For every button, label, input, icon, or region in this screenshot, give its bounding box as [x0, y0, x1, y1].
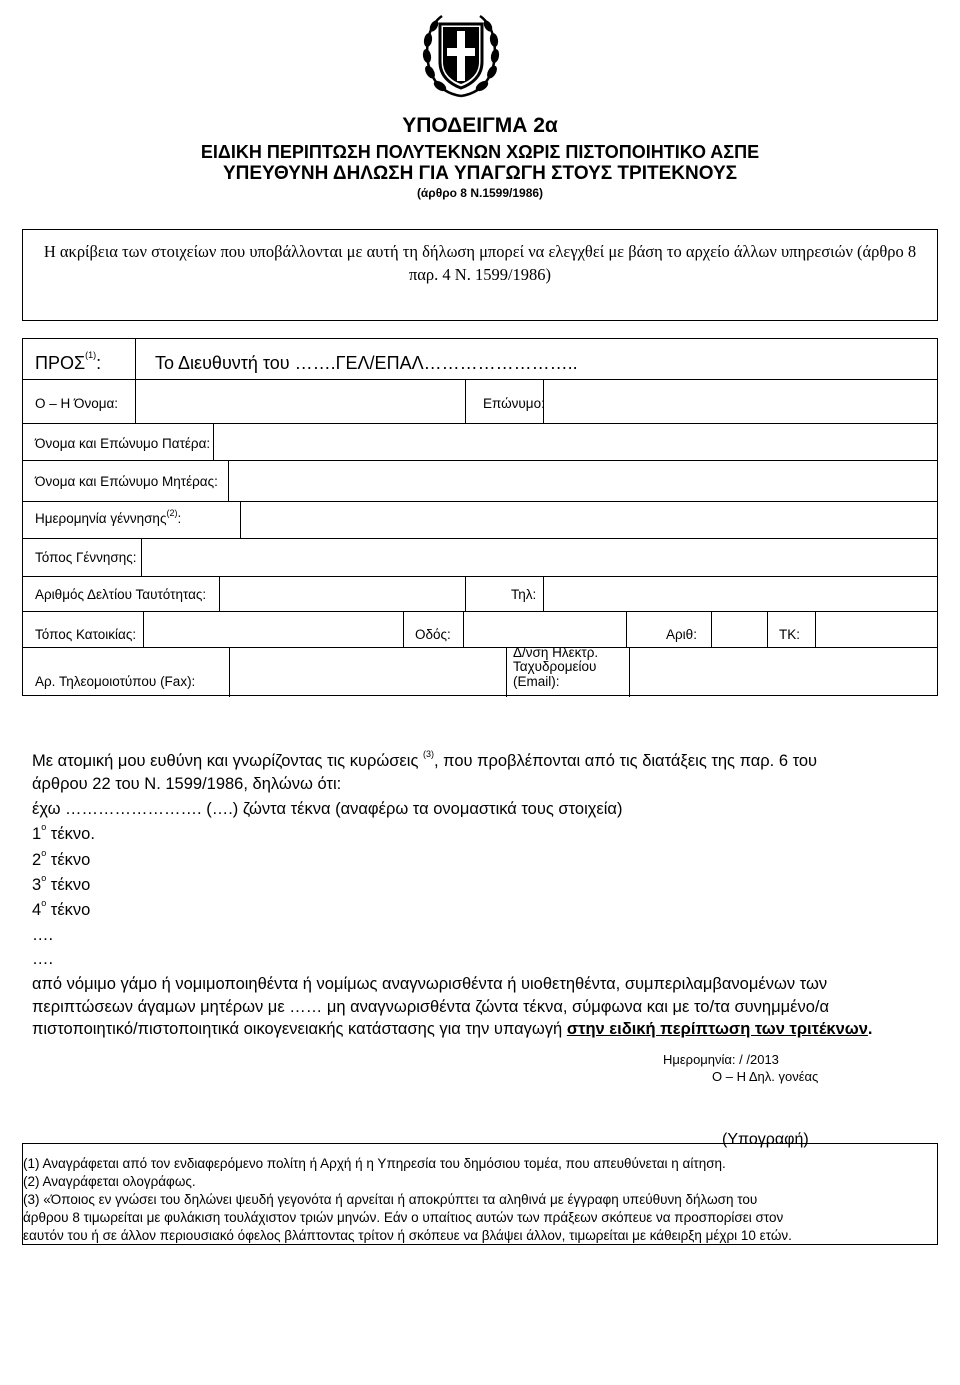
form-row-divider	[23, 611, 937, 612]
document-title: ΥΠΟΔΕΙΓΜΑ 2α	[402, 114, 558, 137]
law-reference: (άρθρο 8 Ν.1599/1986)	[416, 186, 544, 200]
signature-date: Ημερομηνία: / /2013	[663, 1052, 779, 1067]
footnote-3-line-2: άρθρου 8 τιμωρείται με φυλάκιση τουλάχιστον τριών μηνών. Εάν ο υπαίτιος αυτών των πράξεων σκόπευε να προσπορίσει στον	[23, 1210, 784, 1225]
form-col-divider	[135, 379, 136, 423]
signature-label: (Υπογραφή)	[722, 1131, 809, 1148]
form-col-divider	[141, 538, 142, 576]
footnotes-box	[22, 1143, 938, 1245]
declaration-form	[22, 338, 938, 696]
form-col-divider	[626, 611, 627, 647]
footnote-3-line-3: εαυτόν του ή σε άλλον περιουσιακό όφελος βλάπτοντας τρίτον ή σκόπευε να βλάψει άλλον, τιμωρείται με κάθειρξη μέχρι 10 ετών.	[23, 1228, 792, 1243]
special-case-emphasis: στην ειδική περίπτωση των τριτέκνων	[566, 1020, 868, 1038]
declaration-title: ΥΠΕΥΘΥΝΗ ΔΗΛΩΣΗ ΓΙΑ ΥΠΑΓΩΓΗ ΣΤΟΥΣ ΤΡΙΤΕΚΝΟΥΣ	[222, 163, 738, 184]
email-label-line2: Ταχυδρομείου	[513, 659, 597, 674]
document-subtitle: ΕΙΔΙΚΗ ΠΕΡΙΠΤΩΣΗ ΠΟΛΥΤΕΚΝΩΝ ΧΩΡΙΣ ΠΙΣΤΟΠΟΙΗΤΙΚΟ ΑΣΠΕ	[200, 142, 760, 162]
form-col-divider	[815, 611, 816, 647]
form-row-divider	[23, 423, 937, 424]
birth-date-label: Ημερομηνία γέννησης$^{(2)}$:	[35, 508, 182, 526]
form-col-divider	[219, 576, 220, 611]
phone-label: Τηλ:	[511, 587, 537, 602]
form-row-divider	[23, 647, 937, 648]
birth-place-label: Τόπος Γέννησης:	[35, 550, 137, 565]
declarant-label: Ο – Η Δηλ. γονέας	[712, 1069, 819, 1084]
id-number-label: Αριθμός Δελτίου Ταυτότητας:	[35, 587, 207, 602]
form-row-divider	[23, 501, 937, 502]
form-col-divider	[229, 647, 230, 697]
notice-text: Η ακρίβεια των στοιχείων που υποβάλλονται με αυτή τη δήλωση μπορεί να ελεγχθεί με βάση το αρχείο άλλων υπηρεσιών (άρθρο 8 παρ. 4 Ν. 1599/1986)	[43, 242, 917, 284]
ellipsis-1: ….	[32, 926, 54, 944]
email-label-line1: Δ/νση Ηλεκτρ.	[513, 645, 599, 660]
form-col-divider	[506, 647, 507, 697]
declaration-para-3: πιστοποιητικό/πιστοποιητικά οικογενειακής κατάστασης για την υπαγωγή στην ειδική περίπτωση των τριτέκνων.	[32, 1020, 873, 1038]
child-3: $3^o$ τέκνο	[32, 873, 91, 894]
street-label: Οδός:	[415, 627, 451, 642]
form-col-divider	[135, 339, 136, 379]
form-row-divider	[23, 379, 937, 380]
ellipsis-2: ….	[32, 950, 54, 968]
child-4: $4^o$ τέκνο	[32, 898, 91, 919]
declaration-line-1: Με ατομική μου ευθύνη και γνωρίζοντας τις κυρώσεις $^{(3)}$, που προβλέπονται από τις διατάξεις της παρ. 6 του	[32, 749, 818, 770]
child-2: $2^o$ τέκνο	[32, 848, 91, 869]
form-col-divider	[711, 611, 712, 647]
fax-label: Αρ. Τηλεομοιοτύπου (Fax):	[35, 674, 196, 689]
declaration-line-3: έχω ……………………. (….) ζώντα τέκνα (αναφέρω τα ονομαστικά τους στοιχεία)	[32, 800, 623, 818]
name-label: Ο – Η Όνομα:	[35, 396, 119, 411]
form-col-divider	[228, 460, 229, 501]
form-col-divider	[463, 611, 464, 647]
form-col-divider	[543, 576, 544, 611]
form-row-divider	[23, 538, 937, 539]
notice-box	[22, 229, 938, 321]
declaration-para-2: περιπτώσεων άγαμων μητέρων με …… μη αναγνωρισθέντα ζώντα τέκνα, σύμφωνα και με το/τα συνημμένο/α	[32, 998, 829, 1016]
form-col-divider	[403, 611, 404, 647]
declaration-line-2: άρθρου 22 του Ν. 1599/1986, δηλώνω ότι:	[32, 775, 342, 793]
form-row-divider	[23, 460, 937, 461]
form-col-divider	[143, 611, 144, 647]
to-label: ΠΡΟΣ$^{(1)}$:	[35, 350, 102, 373]
street-number-label: Αριθ:	[666, 627, 697, 642]
form-row-divider	[23, 576, 937, 577]
greek-emblem-icon	[420, 10, 502, 104]
email-label-line3: (Email):	[513, 674, 560, 689]
footnote-3-line-1: (3) «Όποιος εν γνώσει του δηλώνει ψευδή γεγονότα ή αρνείται ή αποκρύπτει τα αληθινά με έγγραφη υπεύθυνη δήλωση του	[23, 1192, 758, 1207]
footnote-2: (2) Αναγράφεται ολογράφως.	[23, 1174, 196, 1189]
residence-label: Τόπος Κατοικίας:	[35, 627, 137, 642]
form-col-divider	[213, 423, 214, 460]
surname-label: Επώνυμο:	[483, 396, 545, 411]
postcode-label: ΤΚ:	[779, 627, 801, 642]
mother-name-label: Όνομα και Επώνυμο Μητέρας:	[35, 474, 218, 489]
form-col-divider	[465, 576, 466, 611]
to-recipient: Το Διευθυντή του …….ΓΕΛ/ΕΠΑΛ……………………..	[155, 353, 578, 373]
form-col-divider	[240, 501, 241, 538]
father-name-label: Όνομα και Επώνυμο Πατέρα:	[35, 436, 211, 451]
declaration-para-1: από νόμιμο γάμο ή νομιμοποιηθέντα ή νομίμως αναγνωρισθέντα ή υιοθετηθέντα, συμπεριλαμβανομένων των	[32, 975, 828, 993]
form-col-divider	[767, 611, 768, 647]
form-col-divider	[629, 647, 630, 697]
footnote-1: (1) Αναγράφεται από τον ενδιαφερόμενο πολίτη ή Αρχή ή η Υπηρεσία του δημόσιου τομέα, που απευθύνεται η αίτηση.	[23, 1156, 726, 1171]
child-1: $1^o$ τέκνο.	[32, 822, 95, 843]
form-col-divider	[465, 379, 466, 423]
